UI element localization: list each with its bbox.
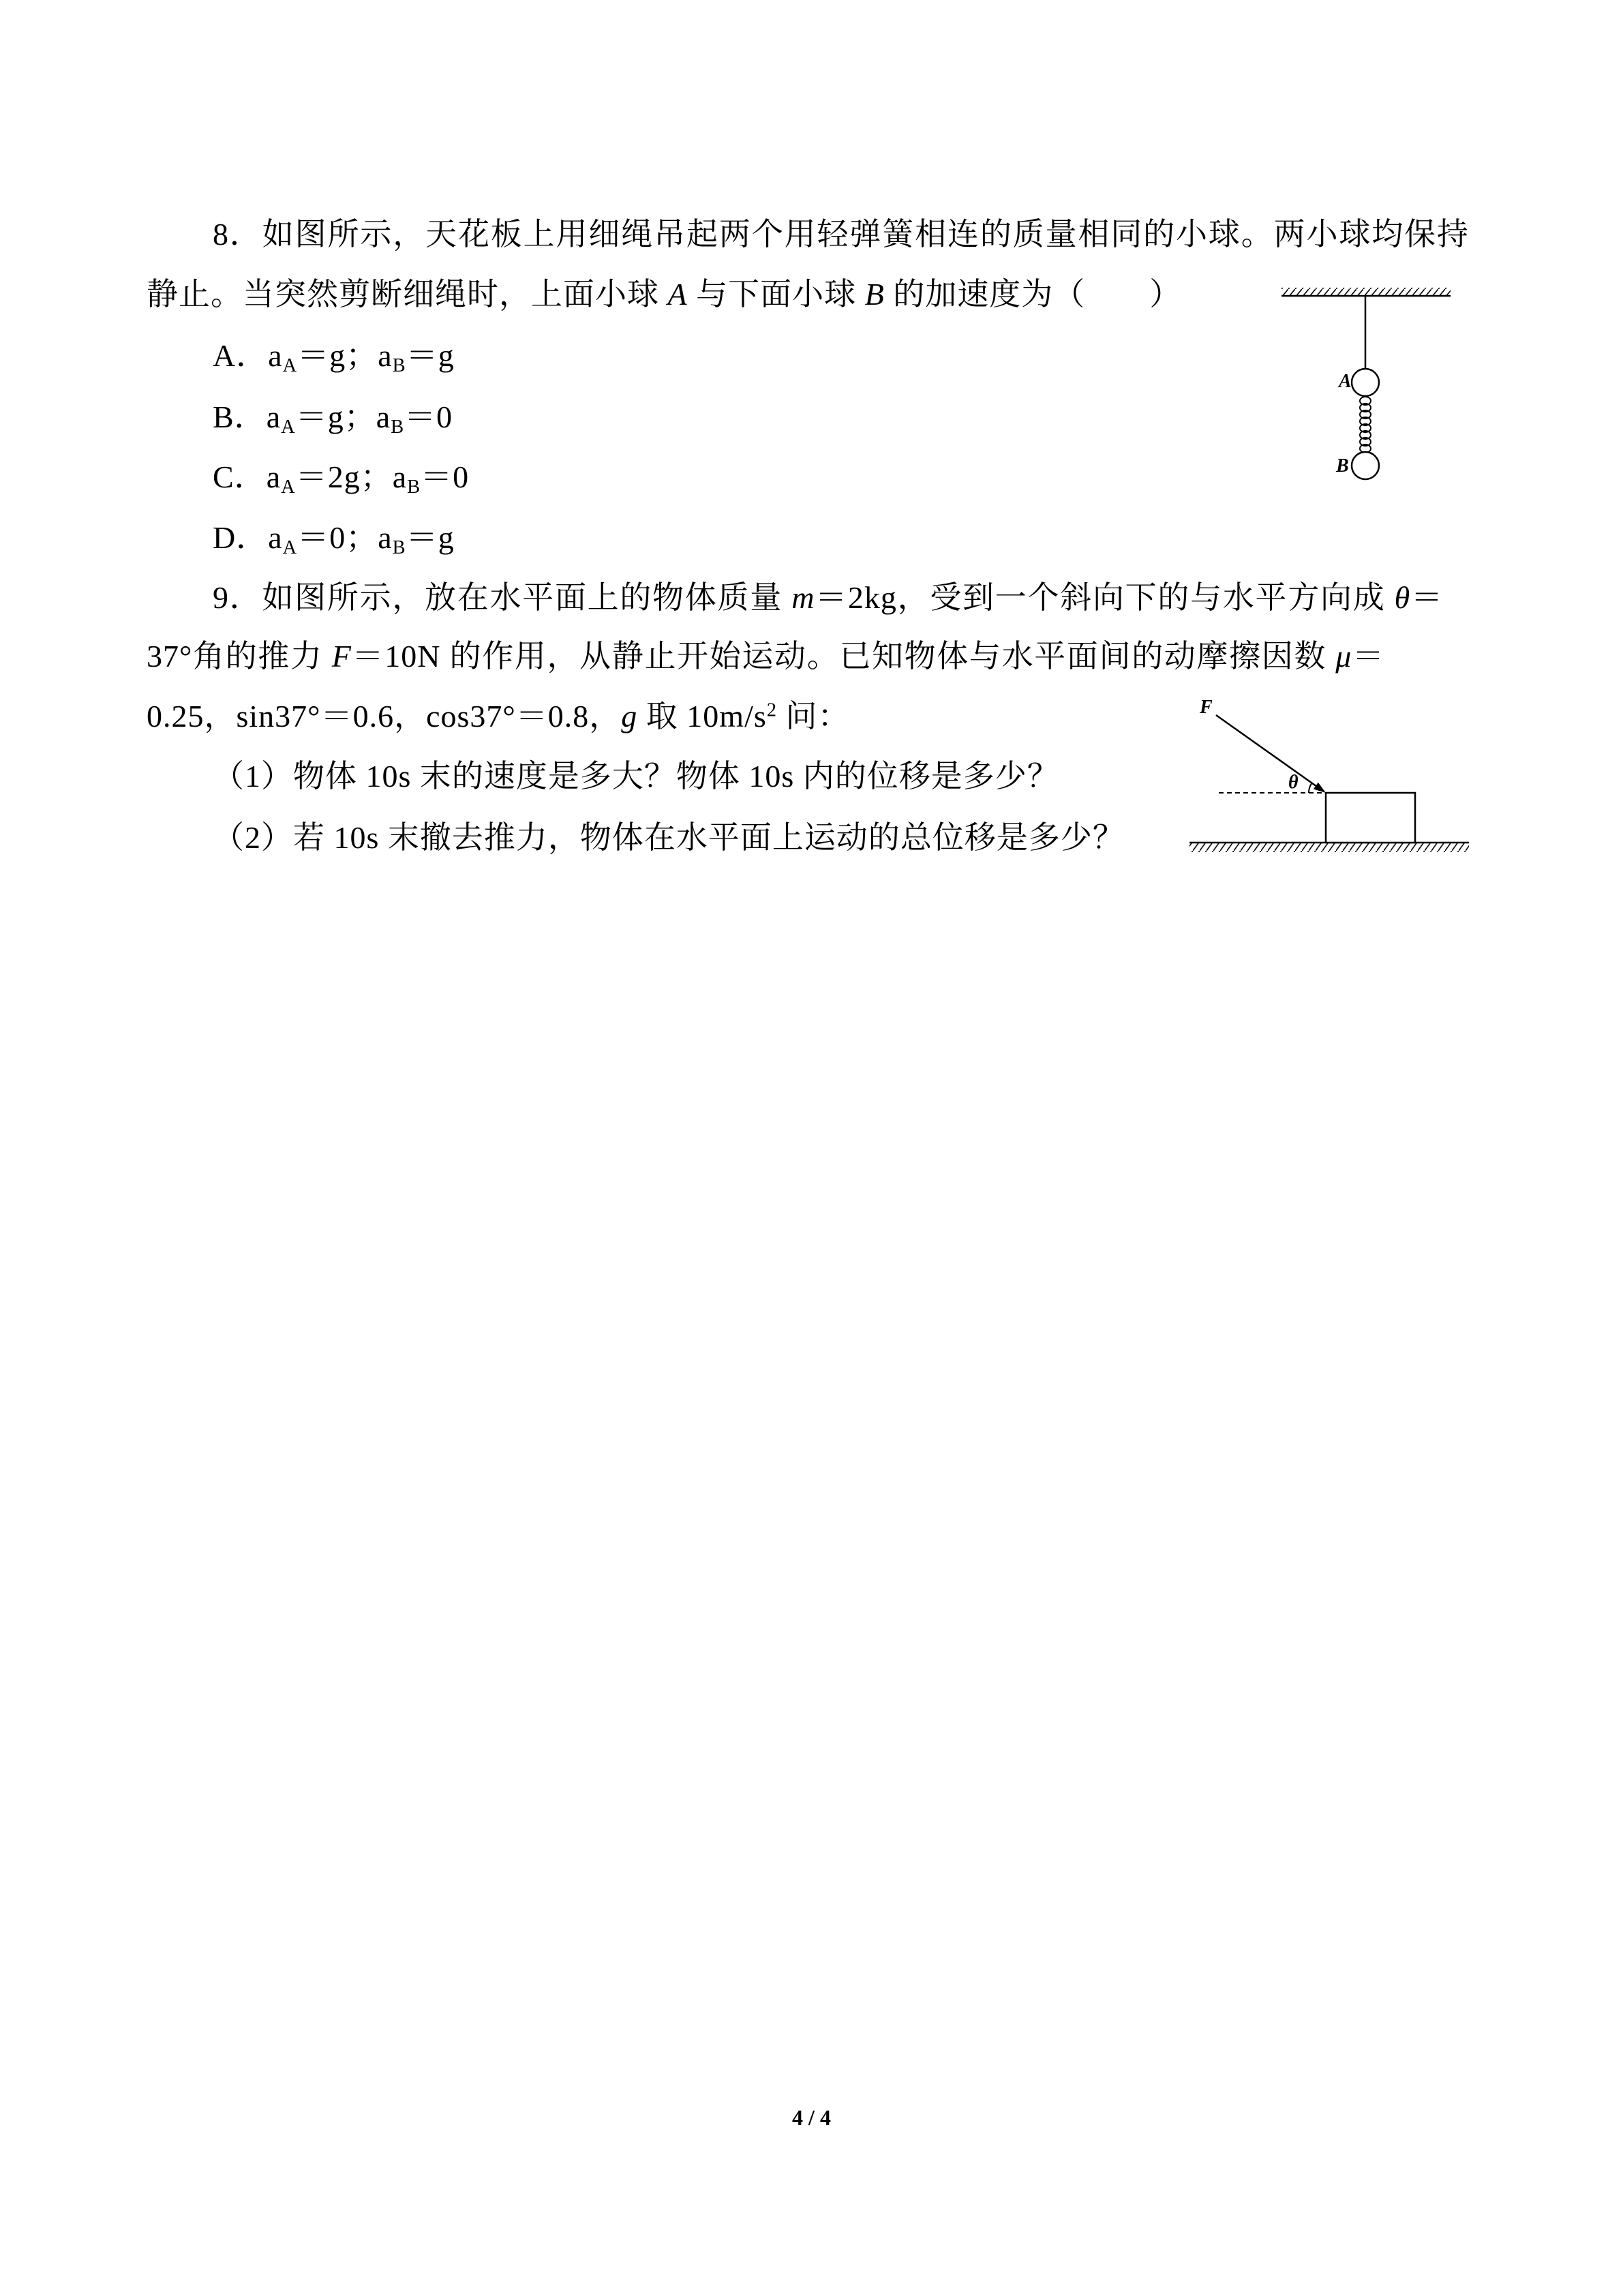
ceiling-hatch bbox=[1281, 288, 1451, 296]
ball-a-label: A bbox=[1339, 371, 1352, 392]
q8-option-d bbox=[213, 517, 455, 558]
unit-exponent: 2 bbox=[766, 699, 778, 721]
accel-symbol: a bbox=[378, 520, 393, 555]
q9-stem-line-2 bbox=[147, 636, 1384, 677]
gravity-variable: g bbox=[621, 699, 638, 734]
q9-stem-line-1 bbox=[213, 577, 1443, 618]
friction-coefficient-variable: μ bbox=[1335, 639, 1352, 674]
accel-subscript: B bbox=[392, 354, 406, 376]
q9-stem-text: ＝ bbox=[1410, 580, 1444, 615]
accel-value: ＝0 bbox=[404, 399, 453, 434]
accel-value: ＝g； bbox=[297, 338, 378, 373]
q8-stem-line-1 bbox=[213, 214, 1469, 255]
force-label: F bbox=[1200, 697, 1213, 718]
ball-a bbox=[1352, 369, 1379, 396]
accel-subscript: B bbox=[392, 537, 406, 558]
accel-value: ＝g bbox=[406, 338, 455, 373]
accel-symbol: a bbox=[268, 520, 283, 555]
q9-stem-text: 取 10m/s bbox=[637, 699, 767, 734]
option-label: B． bbox=[213, 399, 267, 434]
q9-stem-text: 9．如图所示，放在水平面上的物体质量 bbox=[213, 580, 792, 615]
ball-b-label: B bbox=[1336, 455, 1349, 477]
option-label: D． bbox=[213, 520, 269, 555]
q8-option-a bbox=[213, 335, 455, 376]
q9-stem-text: 问： bbox=[777, 699, 850, 734]
accel-value: ＝0 bbox=[421, 459, 470, 494]
q8-answer-blank: 的加速度为（ ） bbox=[884, 277, 1182, 312]
accel-subscript: B bbox=[407, 476, 421, 498]
accel-value: ＝g； bbox=[295, 399, 376, 434]
q8-stem-text: 静止。当突然剪断细绳时，上面小球 bbox=[147, 277, 668, 312]
force-arrowhead bbox=[1314, 783, 1326, 793]
q8-spring-balls-figure bbox=[1268, 273, 1466, 491]
q9-block-force-figure bbox=[1186, 689, 1479, 859]
angle-arc bbox=[1309, 783, 1312, 794]
q9-stem-text: 0.25，sin37°＝0.6，cos37°＝0.8， bbox=[147, 699, 622, 734]
accel-value: ＝2g； bbox=[295, 459, 393, 494]
accel-symbol: a bbox=[266, 399, 282, 434]
angle-variable: θ bbox=[1394, 580, 1411, 615]
q9-stem-text: ＝ bbox=[1352, 639, 1384, 674]
accel-symbol: a bbox=[378, 338, 393, 373]
block bbox=[1326, 793, 1415, 843]
page-number: 4 / 4 bbox=[792, 2105, 831, 2130]
q8-option-c bbox=[213, 457, 469, 498]
subquestion-text: （2）若 10s 末撤去推力，物体在水平面上运动的总位移是多少？ bbox=[213, 820, 1125, 855]
accel-value: ＝g bbox=[406, 520, 455, 555]
q9-subquestion-1 bbox=[213, 756, 1059, 797]
spring bbox=[1360, 397, 1371, 453]
ground-hatch bbox=[1189, 843, 1469, 852]
ball-b-variable: B bbox=[864, 277, 885, 312]
angle-label: θ bbox=[1288, 772, 1299, 793]
q9-stem-text: 37°角的推力 bbox=[147, 639, 332, 674]
mass-variable: m bbox=[791, 580, 815, 615]
q8-stem-text: 与下面小球 bbox=[687, 277, 865, 312]
force-variable: F bbox=[331, 639, 352, 674]
q9-stem-text: ＝10N 的作用，从静止开始运动。已知物体与水平面间的动摩擦因数 bbox=[351, 639, 1336, 674]
accel-subscript: A bbox=[281, 416, 296, 438]
accel-subscript: A bbox=[281, 476, 296, 498]
accel-symbol: a bbox=[266, 459, 282, 494]
option-label: A． bbox=[213, 338, 269, 373]
accel-subscript: B bbox=[391, 416, 405, 438]
accel-symbol: a bbox=[376, 399, 391, 434]
accel-subscript: A bbox=[282, 354, 298, 376]
ball-a-variable: A bbox=[667, 277, 688, 312]
ball-b bbox=[1352, 452, 1379, 479]
q9-stem-text: ＝2kg，受到一个斜向下的与水平方向成 bbox=[815, 580, 1395, 615]
accel-subscript: A bbox=[282, 537, 298, 558]
q8-option-b bbox=[213, 397, 453, 438]
q8-stem-line-2 bbox=[147, 274, 1181, 315]
q9-subquestion-2 bbox=[213, 817, 1125, 858]
accel-symbol: a bbox=[392, 459, 408, 494]
q8-stem-text: 8．如图所示，天花板上用细绳吊起两个用轻弹簧相连的质量相同的小球。两小球均保持 bbox=[213, 217, 1469, 252]
q9-stem-line-3 bbox=[147, 696, 850, 737]
option-label: C． bbox=[213, 459, 267, 494]
accel-value: ＝0； bbox=[297, 520, 378, 555]
accel-symbol: a bbox=[268, 338, 283, 373]
subquestion-text: （1）物体 10s 末的速度是多大？物体 10s 内的位移是多少？ bbox=[213, 759, 1059, 794]
force-line bbox=[1216, 715, 1319, 788]
